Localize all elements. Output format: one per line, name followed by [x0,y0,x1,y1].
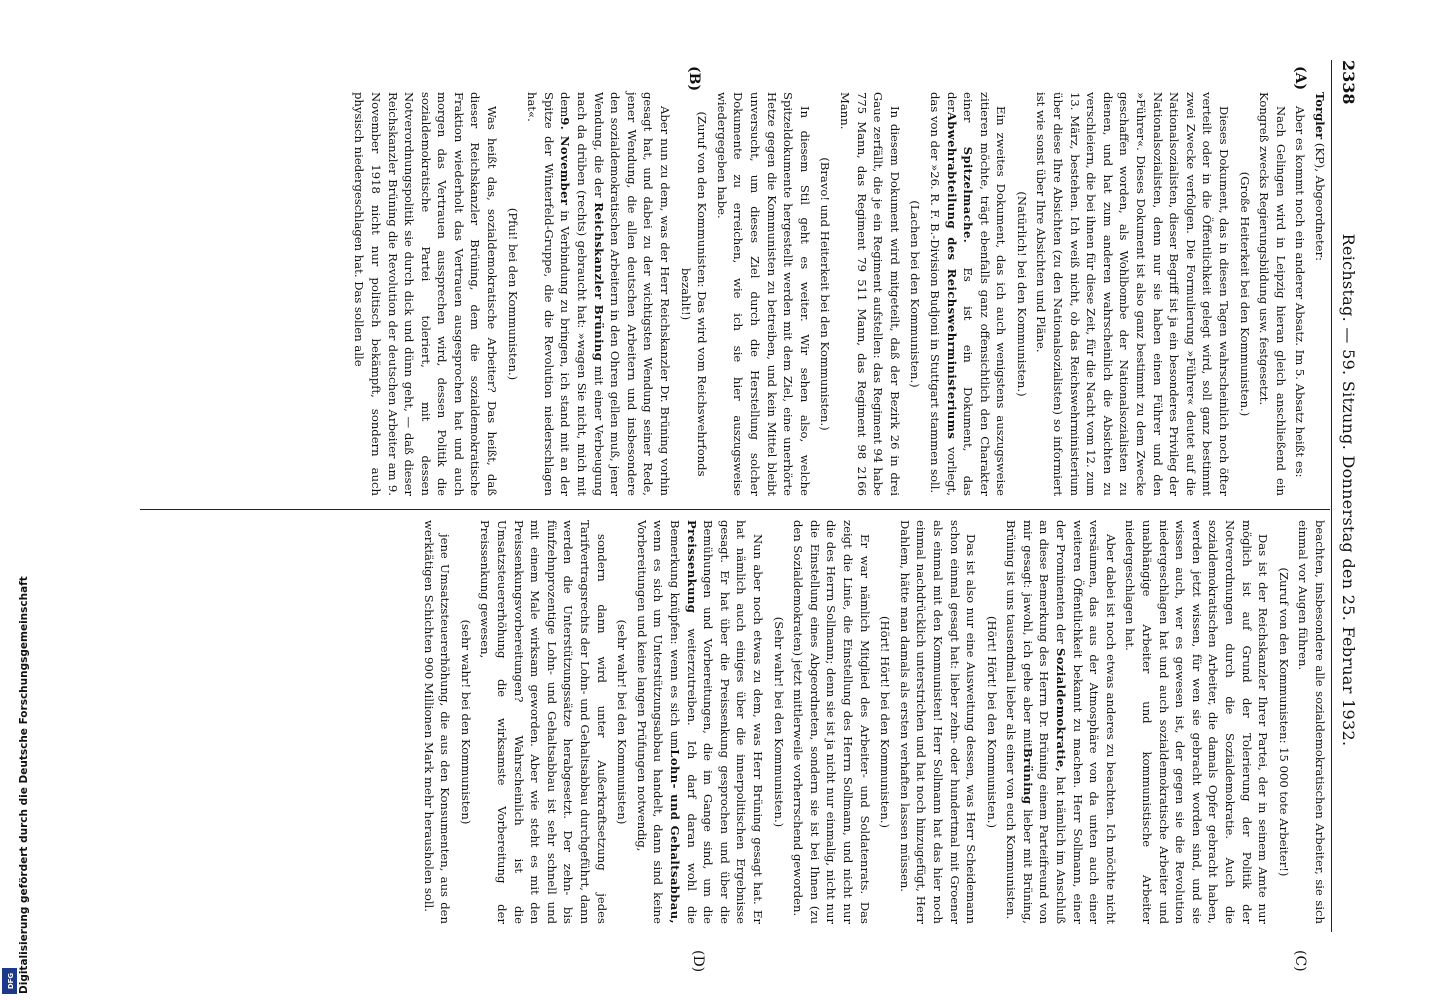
paragraph-text: wenn es sich um Unterstützungsabbau handelt, dann sind keine Vorbereitungen und keine langen Prüfungen notwendig, [634,520,666,924]
paragraph-text: in Verbindung zu bringen, ich stand mit an der Spitze der Winterfeld-Gruppe, die die Revolution niederschlagen hat«. [525,92,573,496]
interjection: (Pfui! bei den Kommunisten.) [505,207,520,381]
paragraph [1003,520,1119,924]
paragraph [524,92,673,496]
paragraph [1122,520,1271,924]
paragraph [477,520,610,924]
paragraph [351,92,500,496]
margin-mark-c: (C) [1292,950,1308,972]
speaker-name: Torgler [1313,92,1327,140]
paragraph-text: weiterzutreiben. Ich darf daran wohl die Bemerkung knüpfen: wenn es sich um [668,520,699,924]
paragraph-text: Das ist der Reichskanzler Ihrer Partei, der in seinem Amte nur möglich ist auf Grund der Tolerierung der Politik der Notverordnungen durch die Sozialdemokratie. Auch die sozialdemokratischen Arbeiter, die damals Opfer gebracht haben, werden jetzt wissen, für wen sie gebracht worden sind, und sie wissen auch, wer es gewesen ist, der gegen sie die Revolution niedergeschlagen hat und auch sozialdemokratische Arbeiter und unabhängige Arbeiter und kommunistische Arbeiter niedergeschlagen hat. [1123,520,1271,924]
right-column [417,520,1328,924]
interjection: (Hört! Hört! bei den Kommunisten.) [984,615,999,828]
interjection: (Hört! Hört! bei den Kommunisten.) [878,615,893,828]
interjection: (Natürlich! bei den Kommunisten.) [1014,191,1029,397]
paragraph-text: Er war nämlich Mitglied des Arbeiter- und Soldatenrats. Das zeigt die Linie, die Einstellung des Herrn Sollmann, und nicht nur die des Herrn Sollmann; denn sie ist ja nicht nur einmalig, nicht nur die Einstellung eines Abgeordneten, sondern sie ist bei Ihnen (zu den Sozialdemokraten) jetzt mittlerweile vorherrschend geworden. [791,520,872,924]
paragraph [1033,92,1232,496]
page-number: 2338 [1339,60,1358,105]
paragraph-text: Nach Gelingen wird in Leipzig hieran gleich anschließend ein Kongreß zwecks Regierungsbildung usw. festgesetzt. [1257,92,1288,496]
margin-mark-b: (B) [686,66,702,92]
interjection: (Zuruf von den Kommunisten: Das wird vom Reichswehrfonds bezahlt!) [678,111,710,477]
emphasis-text: Brüning [1020,747,1035,805]
paragraph-text: Es ist ein Dokument, das der [944,92,976,496]
margin-mark-d: (D) [690,950,706,973]
paragraph [1292,92,1309,496]
paragraph-text: mit einer Verbeugung nach da drüben (rechts) gebraucht hat: »wagen Sie nicht, mich mit dem [558,92,606,496]
paragraph [713,92,813,496]
emphasis-text: Sozialdemokratie, [1054,648,1069,773]
digitization-credit: Digitalisierung gefördert durch die Deutsche Forschungsgemeinschaft [18,576,30,994]
paragraph-text: hat nämlich im Anschluß an diese Bemerkung des Herrn Dr. Brüning einem Parteifreund von mir gesagt: jawohl, ich gehe aber mit [1020,520,1069,925]
interjection: (sehr wahr! bei den Kommunisten) [615,619,630,825]
paragraph-text: Aber dabei ist noch etwas anderes zu beachten. Ich möchte nicht versäumen, das aus der Atmosphäre von da unten auch einer weiteren Öffentlichkeit bekannt zu machen. Herr Sollmann, einer der Prominenten der [1054,520,1118,924]
interjection: (Lachen bei den Kommunisten.) [908,200,923,388]
paragraph-text: jene Umsatzsteuererhöhung, die aus den Konsumenten, aus den werktätigen Schichten 900 Millionen Mark mehr herausholen soll. [421,520,453,924]
paragraph-text: lieber mit Brüning, Brüning ist uns tausendmal lieber als einer von euch Kommunisten. [1004,520,1035,924]
paragraph [790,520,873,924]
paragraph-text: Das ist also nur eine Ausweitung dessen, was Herr Scheidemann schon einmal gesagt hat: lieber zehn- oder hundertmal mit Groener als einmal mit den Kommunisten! Herr Sollmann hat das hier noch einmal nachdrücklich unterstrichen und hat noch hinzugefügt, Herr Dahlem, hätte man damals als ersten verhaften lassen müssen. [897,520,979,924]
paragraph-text: In diesem Stil geht es weiter. Wir sehen also, welche Spitzeldokumente hergestellt werden mit dem Ziel, eine unerhörte Hetze gegen die Kommunisten zu betreiben, und kein Mittel bleibt unversucht, um dieses Ziel durch die Herstellung solcher Dokumente zu erreichen, wie ich sie hier auszugsweise wiedergegeben habe. [714,92,812,496]
paragraph-text: vorliegt, das von der »26. R. F. B.-Division Budjoni in Stuttgart stammen soll. [927,92,959,496]
paragraph [896,520,979,924]
interjection: (Bravo! und Heiterkeit bei den Kommunisten.) [818,157,833,431]
paragraph [1295,520,1328,924]
margin-mark-a: (A) [1292,66,1308,91]
paragraph-text: Aber nun zu dem, was der Herr Reichskanzler Dr. Brüning vorhin gesagt hat, und dabei zu der wichtigsten Wendung seiner Rede, jener Wendung, die allen deutschen Arbeitern und insbesondere den sozialdemokratischen Arbeitern in den Ohren gellen muß, jener Wendung, die der [591,92,673,496]
digitization-sidebar [0,0,30,1000]
speaker-line [1311,92,1328,496]
paragraph [926,92,1009,496]
paragraph-text: Aber es kommt noch ein anderer Absatz. Im 5. Absatz heißt es: [1293,106,1308,478]
paragraph [633,520,766,924]
page-header [1334,60,1358,920]
paragraph [836,92,902,496]
paragraph-text: Nun aber noch etwas zu dem, was Herr Brüning gesagt hat. Er hat nämlich auch einiges über die innerpolitischen Ergebnisse gesagt. Er hat über die Preissenkung gesprochen und über die Bemühungen und Vorbereitungen, die im Gange sind, um die [701,520,765,924]
header-rule [1331,60,1332,932]
left-column [348,92,1328,496]
speaker-role: (KP), Abgeordneter: [1313,139,1327,262]
column-divider [140,509,1330,510]
interjection: (Große Heiterkeit bei den Kommunisten.) [1237,171,1252,417]
paragraph-text: Ein zweites Dokument, das ich auch wenigstens auszugsweise zitieren möchte, trägt ebenfalls ganz offensichtlich den Charakter einer [961,92,1009,496]
page-title: Reichstag. — 59. Sitzung. Donnerstag den 25. Februar 1932. [1339,233,1358,747]
paragraph-text: Was heißt das, sozialdemokratische Arbeiter? Das heißt, daß dieser Reichskanzler Brüning, dem die sozialdemokratische Fraktion wiederholt das Vertrauen ausgesprochen hat und auch morgen das Vertrauen aussprechen wird, dessen Politik die sozialdemokratische Partei toleriert, mit dessen Notverordnungspolitik sie durch dick und dünn geht, — daß dieser Reichskanzler Brüning die Revolution der deutschen Arbeiter am 9. November 1918 nicht nur politisch bekämpft, sondern auch physisch niedergeschlagen hat. Das sollen alle [352,92,500,496]
emphasis-text: Abwehrabteilung des Reichswehrministeriums [944,111,959,440]
interjection: (Zuruf von den Kommunisten: 15 000 tote Arbeiter!) [1276,567,1291,877]
emphasis-text: Spitzelmache. [961,146,976,244]
interjection: (sehr wahr! bei den Kommunisten) [458,619,473,825]
dfg-logo-text: DFG [7,972,16,990]
paragraph-text: beachten, insbesondere alle sozialdemokratischen Arbeiter, sie sich einmal vor Augen führen. [1296,520,1327,924]
emphasis-text: 9. November [558,117,573,206]
paragraph-text: sondern dann wird unter Außerkraftsetzung jedes Tarifvertragsrechts der Lohn- und Gehaltsabbau durchgeführt, dann werden die Unterstützungssätze herabgesetzt. Der zehn- bis fünfzehnprozentige Lohn- und Gehaltsabbau ist sehr schnell und mit einem Male wirksam geworden. Aber wie steht es mit den Preissenkungsvorbereitungen? Wahrscheinlich ist die Umsatzsteuererhöhung die wirksamste Vorbereitung der Preissenkung gewesen, [478,520,609,924]
emphasis-text: Preissenkung [684,520,699,614]
paragraph-text: Dieses Dokument, das in diesen Tagen wahrscheinlich noch öfter verteilt oder in die Öffentlichkeit gelegt wird, soll ganz bestimmt zwei Zwecke verfolgen. Die Formulierung »Führer« deutet auf die Nationalsozialisten, dieser Begriff ist ja ein besonderes Privileg der Nationalsozialisten, denn nur sie haben einen Führer und den »Führer«. Dieses Dokument ist also ganz bestimmt zu dem Zwecke geschaffen worden, als Wohlbombe der Nationalsozialisten zu dienen, und hat zum anderen wahrscheinlich die Absichten zu verschleiern, die bei ihnen für diese Zeit, für die Nacht vom 12. zum 13. März, bestehen. Ich weiß nicht, ob das Reichswehrministerium über diese Ihre Absichten (zu den Nationalsozialisten) so informiert ist wie sonst über Ihre Absichten und Pläne. [1034,92,1232,496]
paragraph [420,520,453,924]
paragraph-text: In diesem Dokument wird mitgeteilt, daß der Bezirk 26 in drei Gaue zerfällt, die je ein Regiment aufstellen: das Regiment 94 habe 775 Mann, das Regiment 79 511 Mann, das Regiment 98 2166 Mann. [837,92,902,496]
emphasis-text: Lohn- und Gehaltsabbau, [668,749,683,924]
dfg-logo [2,968,17,994]
emphasis-text: Reichskanzler Brüning [591,202,606,362]
paragraph [1256,92,1289,496]
interjection: (Sehr wahr! bei den Kommunisten.) [771,616,786,828]
